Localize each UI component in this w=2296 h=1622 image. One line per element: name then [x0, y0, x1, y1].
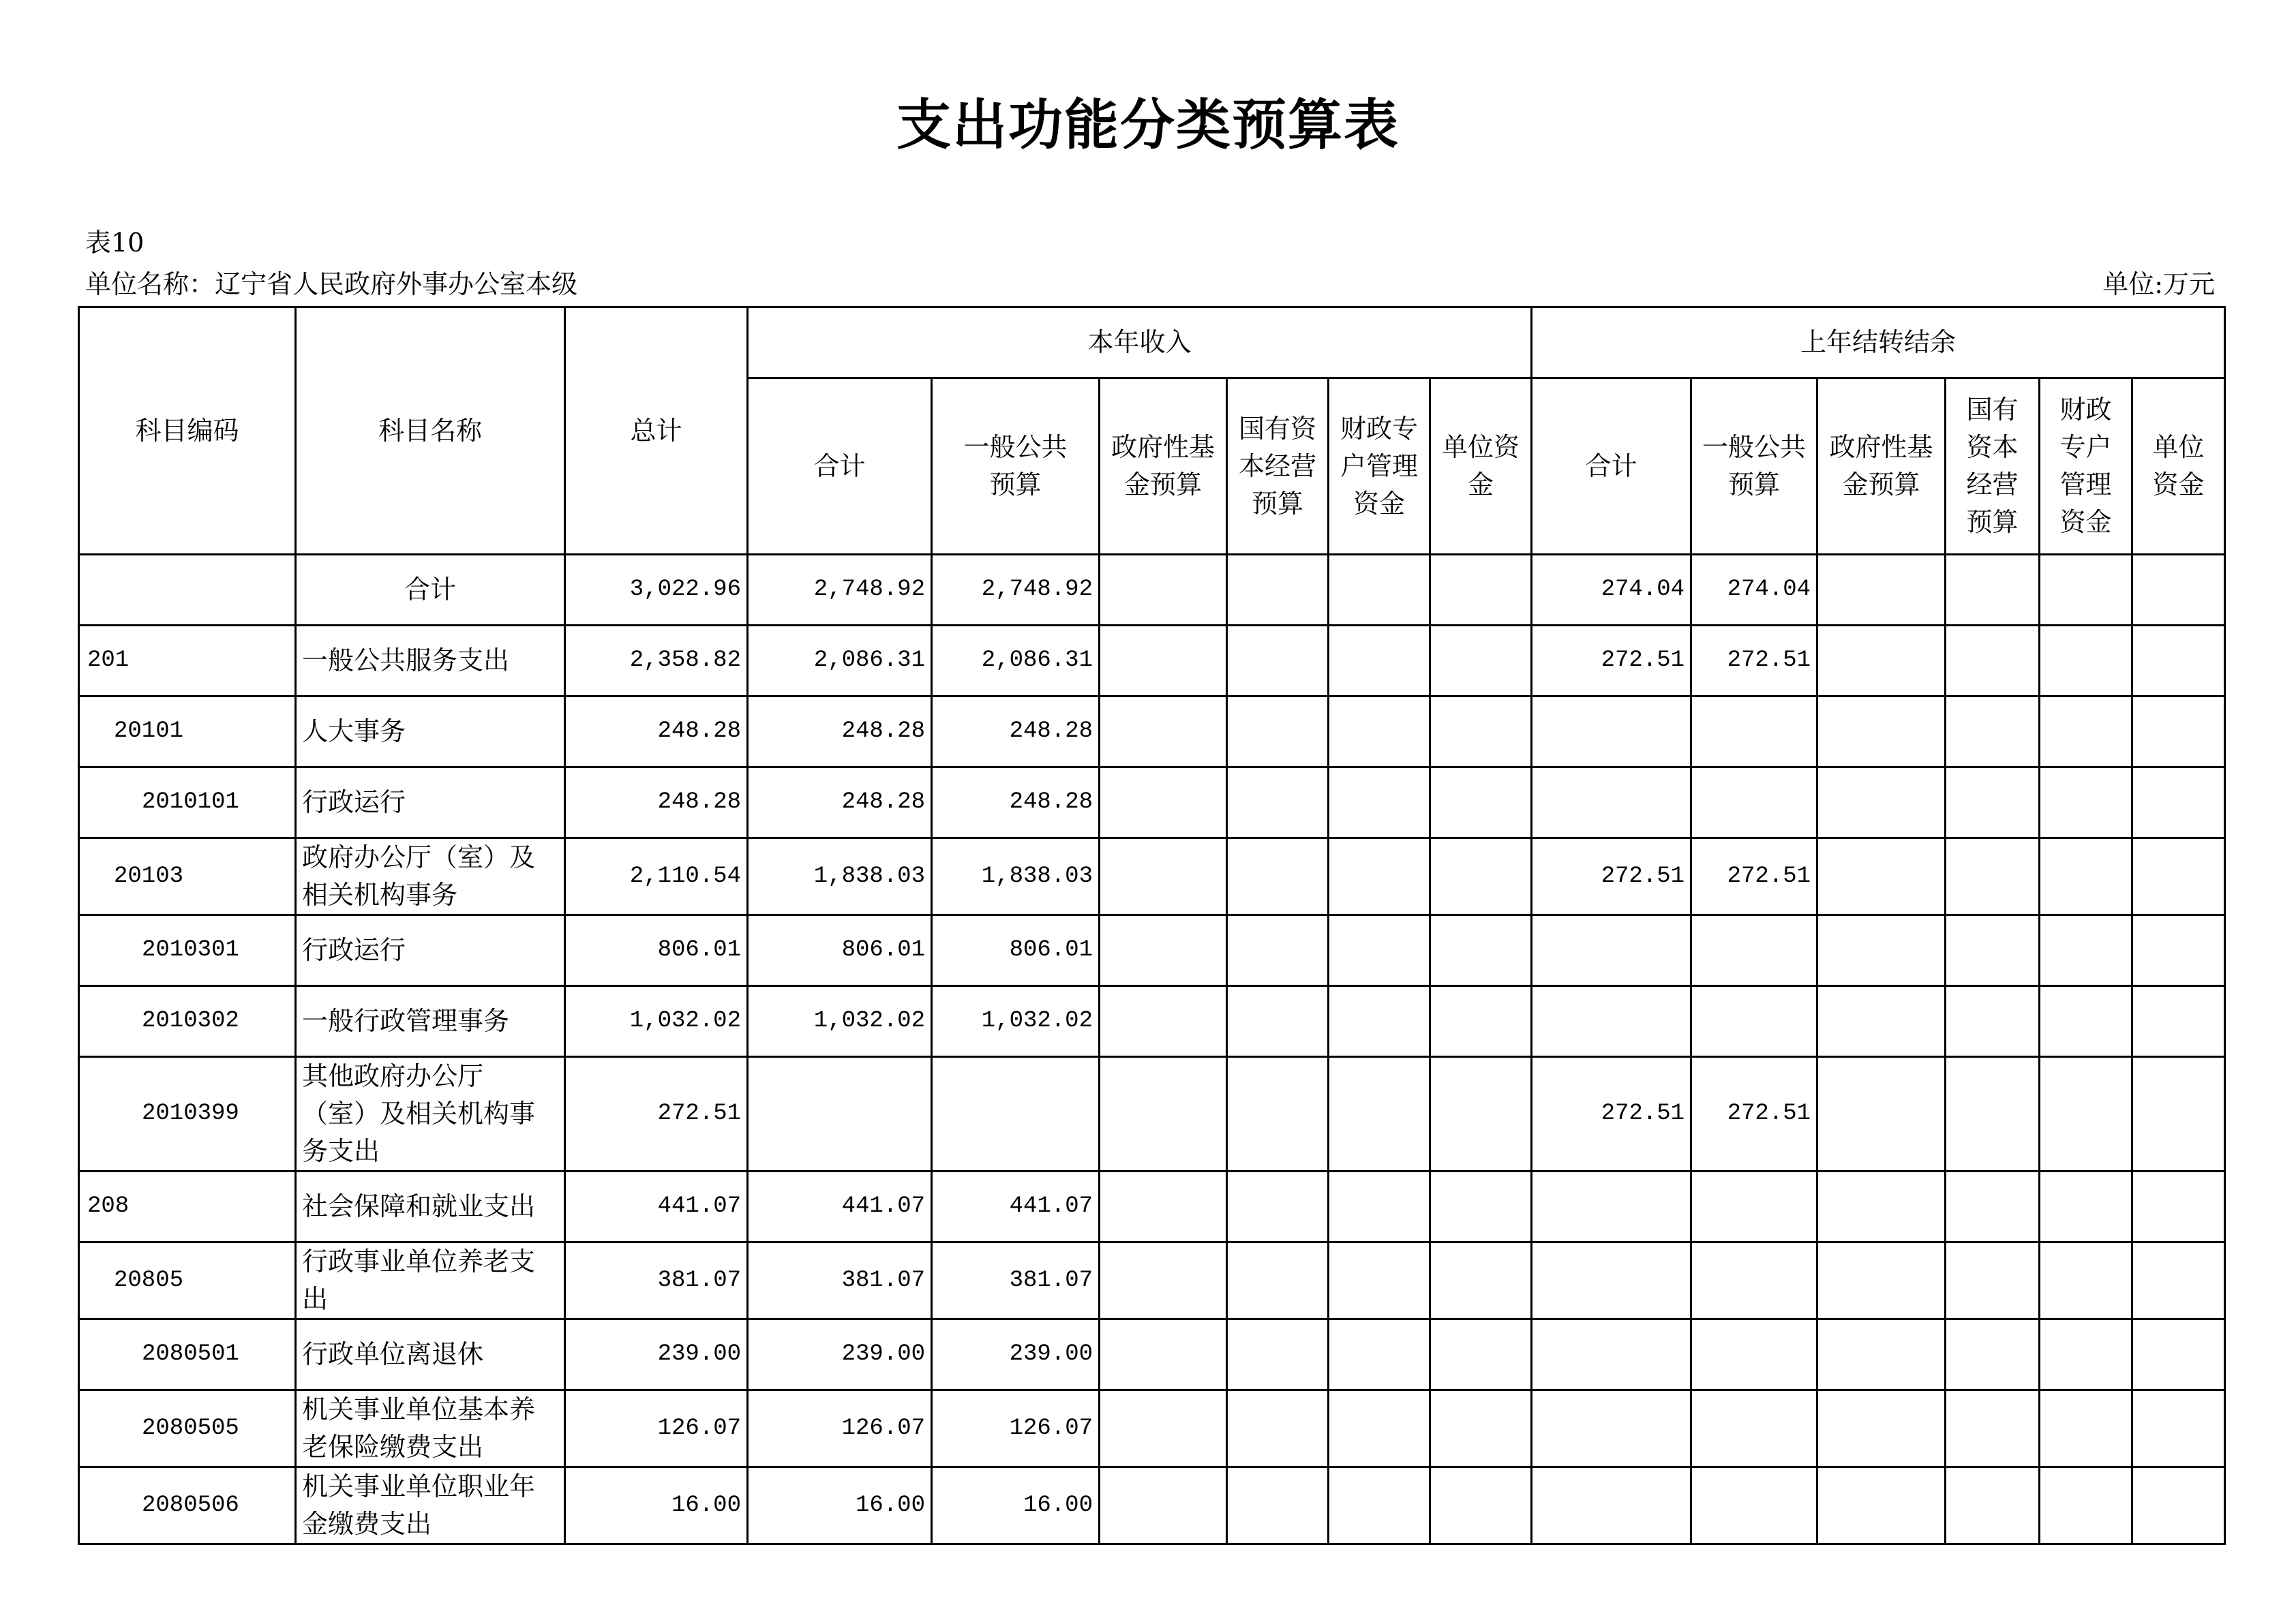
current-general-budget-cell: 806.01	[932, 915, 1100, 986]
name-cell	[296, 1057, 565, 1172]
carryover-special-account-cell	[2040, 1390, 2132, 1467]
carryover-special-account-cell	[2040, 626, 2132, 697]
carryover-total-cell	[1532, 1390, 1691, 1467]
carryover-total-cell: 272.51	[1532, 626, 1691, 697]
name-text: 其他政府办公厅（室）及相关机构事务支出	[302, 1061, 536, 1166]
currency-unit: 单位:万元	[2102, 269, 2215, 299]
total-cell: 126.07	[565, 1390, 748, 1467]
current-total-cell: 2,086.31	[748, 626, 932, 697]
current-unit-fund-cell	[1430, 1319, 1532, 1390]
table-row	[79, 915, 2225, 986]
header-carryover-general-budget-label: 一般公共预算	[1702, 432, 1807, 500]
current-general-budget-cell: 239.00	[932, 1319, 1100, 1390]
header-carryover-unit-fund	[2132, 378, 2225, 555]
header-current-state-capital	[1227, 378, 1329, 555]
table-row	[79, 767, 2225, 838]
carryover-fund-budget-cell	[1817, 1319, 1946, 1390]
total-cell: 2,110.54	[565, 838, 748, 915]
carryover-state-capital-cell	[1946, 1242, 2040, 1319]
carryover-total-cell	[1532, 915, 1691, 986]
code-cell: 2010302	[79, 986, 296, 1057]
current-total-cell: 1,838.03	[748, 838, 932, 915]
name-cell	[296, 986, 565, 1057]
carryover-unit-fund-cell	[2132, 1319, 2225, 1390]
carryover-state-capital-cell	[1946, 915, 2040, 986]
name-text: 一般行政管理事务	[302, 1006, 510, 1036]
carryover-general-budget-cell: 272.51	[1691, 838, 1817, 915]
current-state-capital-cell	[1227, 767, 1329, 838]
carryover-unit-fund-cell	[2132, 838, 2225, 915]
header-carryover-state-capital-label: 国有资本经营预算	[1966, 395, 2019, 537]
current-total-cell: 2,748.92	[748, 555, 932, 626]
table-row	[79, 1242, 2225, 1319]
code-cell: 2010301	[79, 915, 296, 986]
name-cell	[296, 697, 565, 767]
carryover-general-budget-cell	[1691, 1390, 1817, 1467]
carryover-special-account-cell	[2040, 1242, 2132, 1319]
current-special-account-cell	[1329, 1242, 1430, 1319]
current-general-budget-cell: 1,032.02	[932, 986, 1100, 1057]
total-cell: 272.51	[565, 1057, 748, 1172]
carryover-state-capital-cell	[1946, 1057, 2040, 1172]
current-total-cell: 441.07	[748, 1172, 932, 1242]
carryover-state-capital-cell	[1946, 838, 2040, 915]
carryover-unit-fund-cell	[2132, 1390, 2225, 1467]
carryover-fund-budget-cell	[1817, 697, 1946, 767]
current-unit-fund-cell	[1430, 1242, 1532, 1319]
budget-table	[78, 306, 2226, 1545]
table-row	[79, 1057, 2225, 1172]
carryover-total-cell	[1532, 1319, 1691, 1390]
current-special-account-cell	[1329, 555, 1430, 626]
header-carryover-special-account-label: 财政专户管理资金	[2059, 395, 2112, 537]
total-cell: 806.01	[565, 915, 748, 986]
current-state-capital-cell	[1227, 986, 1329, 1057]
header-current-unit-fund-label: 单位资金	[1442, 432, 1520, 500]
carryover-general-budget-cell	[1691, 915, 1817, 986]
carryover-fund-budget-cell	[1817, 838, 1946, 915]
header-current-fund-budget-label: 政府性基金预算	[1111, 432, 1215, 500]
current-state-capital-cell	[1227, 838, 1329, 915]
header-total	[565, 307, 748, 555]
current-state-capital-cell	[1227, 1467, 1329, 1544]
total-cell: 16.00	[565, 1467, 748, 1544]
header-carryover-state-capital	[1946, 378, 2040, 555]
current-special-account-cell	[1329, 838, 1430, 915]
carryover-state-capital-cell	[1946, 697, 2040, 767]
carryover-unit-fund-cell	[2132, 1057, 2225, 1172]
carryover-state-capital-cell	[1946, 555, 2040, 626]
carryover-special-account-cell	[2040, 1172, 2132, 1242]
table-row	[79, 1390, 2225, 1467]
name-cell	[296, 1390, 565, 1467]
name-text: 行政事业单位养老支出	[302, 1246, 536, 1314]
carryover-special-account-cell	[2040, 1467, 2132, 1544]
code-cell: 208	[79, 1172, 296, 1242]
current-unit-fund-cell	[1430, 915, 1532, 986]
carryover-unit-fund-cell	[2132, 1172, 2225, 1242]
current-general-budget-cell: 2,086.31	[932, 626, 1100, 697]
carryover-total-cell	[1532, 1467, 1691, 1544]
code-cell: 2080506	[79, 1467, 296, 1544]
current-state-capital-cell	[1227, 1057, 1329, 1172]
carryover-special-account-cell	[2040, 1057, 2132, 1172]
carryover-state-capital-cell	[1946, 986, 2040, 1057]
unit-name: 单位名称：辽宁省人民政府外事办公室本级	[85, 269, 578, 299]
carryover-general-budget-cell: 272.51	[1691, 626, 1817, 697]
total-cell: 441.07	[565, 1172, 748, 1242]
current-state-capital-cell	[1227, 1319, 1329, 1390]
name-cell	[296, 626, 565, 697]
header-current-year	[748, 307, 1532, 378]
carryover-state-capital-cell	[1946, 1467, 2040, 1544]
carryover-total-cell: 272.51	[1532, 838, 1691, 915]
name-text: 行政单位离退休	[302, 1339, 484, 1369]
carryover-fund-budget-cell	[1817, 1467, 1946, 1544]
budget-table-body	[79, 555, 2225, 1544]
name-cell	[296, 1319, 565, 1390]
total-cell: 248.28	[565, 697, 748, 767]
header-carryover-unit-fund-label: 单位资金	[2152, 432, 2205, 500]
current-special-account-cell	[1329, 915, 1430, 986]
header-current-year-label: 本年收入	[1087, 327, 1192, 357]
header-carryover-label: 上年结转结余	[1800, 327, 1957, 357]
current-special-account-cell	[1329, 1467, 1430, 1544]
header-name	[296, 307, 565, 555]
current-state-capital-cell	[1227, 626, 1329, 697]
carryover-state-capital-cell	[1946, 626, 2040, 697]
name-text: 行政运行	[302, 787, 406, 817]
table-row	[79, 1172, 2225, 1242]
current-fund-budget-cell	[1100, 697, 1227, 767]
carryover-fund-budget-cell	[1817, 915, 1946, 986]
current-special-account-cell	[1329, 1319, 1430, 1390]
code-cell: 20101	[79, 697, 296, 767]
total-row	[79, 555, 2225, 626]
carryover-unit-fund-cell	[2132, 915, 2225, 986]
current-total-cell: 1,032.02	[748, 986, 932, 1057]
total-cell: 2,358.82	[565, 626, 748, 697]
header-carryover-total-label: 合计	[1585, 450, 1637, 481]
current-fund-budget-cell	[1100, 555, 1227, 626]
carryover-general-budget-cell	[1691, 1319, 1817, 1390]
carryover-general-budget-cell	[1691, 1242, 1817, 1319]
current-fund-budget-cell	[1100, 1467, 1227, 1544]
current-fund-budget-cell	[1100, 767, 1227, 838]
carryover-fund-budget-cell	[1817, 626, 1946, 697]
carryover-general-budget-cell: 274.04	[1691, 555, 1817, 626]
carryover-general-budget-cell	[1691, 1172, 1817, 1242]
current-fund-budget-cell	[1100, 1242, 1227, 1319]
carryover-special-account-cell	[2040, 986, 2132, 1057]
carryover-special-account-cell	[2040, 767, 2132, 838]
table-row	[79, 1467, 2225, 1544]
current-state-capital-cell	[1227, 1242, 1329, 1319]
current-fund-budget-cell	[1100, 1057, 1227, 1172]
header-current-special-account	[1329, 378, 1430, 555]
table-number: 表10	[85, 228, 145, 258]
carryover-total-cell	[1532, 1172, 1691, 1242]
name-cell	[296, 1172, 565, 1242]
current-general-budget-cell: 381.07	[932, 1242, 1100, 1319]
carryover-general-budget-cell	[1691, 1467, 1817, 1544]
carryover-unit-fund-cell	[2132, 1467, 2225, 1544]
current-general-budget-cell: 248.28	[932, 697, 1100, 767]
current-unit-fund-cell	[1430, 838, 1532, 915]
current-special-account-cell	[1329, 767, 1430, 838]
header-name-label: 科目名称	[378, 415, 482, 446]
total-cell: 1,032.02	[565, 986, 748, 1057]
name-cell	[296, 838, 565, 915]
name-cell	[296, 1467, 565, 1544]
header-current-fund-budget	[1100, 378, 1227, 555]
carryover-total-cell	[1532, 767, 1691, 838]
current-special-account-cell	[1329, 986, 1430, 1057]
carryover-unit-fund-cell	[2132, 697, 2225, 767]
header-current-general-budget-label: 一般公共预算	[963, 432, 1068, 500]
current-special-account-cell	[1329, 1172, 1430, 1242]
current-general-budget-cell	[932, 1057, 1100, 1172]
current-general-budget-cell: 2,748.92	[932, 555, 1100, 626]
carryover-fund-budget-cell	[1817, 1390, 1946, 1467]
code-cell: 2010101	[79, 767, 296, 838]
current-total-cell: 16.00	[748, 1467, 932, 1544]
code-cell: 2010399	[79, 1057, 296, 1172]
current-fund-budget-cell	[1100, 1390, 1227, 1467]
carryover-general-budget-cell: 272.51	[1691, 1057, 1817, 1172]
total-cell: 239.00	[565, 1319, 748, 1390]
table-row	[79, 838, 2225, 915]
name-text: 一般公共服务支出	[302, 645, 510, 675]
header-current-total	[748, 378, 932, 555]
current-fund-budget-cell	[1100, 838, 1227, 915]
current-state-capital-cell	[1227, 915, 1329, 986]
carryover-general-budget-cell	[1691, 697, 1817, 767]
table-row	[79, 1319, 2225, 1390]
carryover-fund-budget-cell	[1817, 1242, 1946, 1319]
current-special-account-cell	[1329, 1390, 1430, 1467]
current-unit-fund-cell	[1430, 986, 1532, 1057]
name-text: 行政运行	[302, 935, 406, 965]
current-total-cell: 126.07	[748, 1390, 932, 1467]
current-total-cell: 248.28	[748, 697, 932, 767]
header-carryover-fund-budget-label: 政府性基金预算	[1829, 432, 1933, 500]
code-cell: 2080501	[79, 1319, 296, 1390]
current-special-account-cell	[1329, 626, 1430, 697]
carryover-fund-budget-cell	[1817, 555, 1946, 626]
current-unit-fund-cell	[1430, 697, 1532, 767]
table-row	[79, 626, 2225, 697]
current-fund-budget-cell	[1100, 915, 1227, 986]
code-cell: 2080505	[79, 1390, 296, 1467]
name-text: 人大事务	[302, 716, 406, 746]
current-total-cell: 381.07	[748, 1242, 932, 1319]
carryover-total-cell	[1532, 986, 1691, 1057]
carryover-special-account-cell	[2040, 915, 2132, 986]
header-carryover-general-budget	[1691, 378, 1817, 555]
current-fund-budget-cell	[1100, 1172, 1227, 1242]
carryover-unit-fund-cell	[2132, 1242, 2225, 1319]
header-row-group	[79, 307, 2225, 378]
carryover-state-capital-cell	[1946, 1319, 2040, 1390]
current-total-cell: 806.01	[748, 915, 932, 986]
total-cell: 3,022.96	[565, 555, 748, 626]
carryover-total-cell	[1532, 1242, 1691, 1319]
current-total-cell	[748, 1057, 932, 1172]
current-general-budget-cell: 248.28	[932, 767, 1100, 838]
current-unit-fund-cell	[1430, 1390, 1532, 1467]
name-cell	[296, 767, 565, 838]
header-code	[79, 307, 296, 555]
carryover-total-cell	[1532, 697, 1691, 767]
name-text: 政府办公厅（室）及相关机构事务	[302, 842, 536, 910]
carryover-general-budget-cell	[1691, 986, 1817, 1057]
carryover-special-account-cell	[2040, 555, 2132, 626]
header-current-state-capital-label: 国有资本经营预算	[1239, 413, 1317, 519]
carryover-special-account-cell	[2040, 838, 2132, 915]
name-text: 社会保障和就业支出	[302, 1191, 536, 1221]
carryover-state-capital-cell	[1946, 1172, 2040, 1242]
header-total-label: 总计	[630, 415, 682, 446]
table-row	[79, 697, 2225, 767]
carryover-unit-fund-cell	[2132, 555, 2225, 626]
current-special-account-cell	[1329, 1057, 1430, 1172]
current-unit-fund-cell	[1430, 1467, 1532, 1544]
carryover-fund-budget-cell	[1817, 986, 1946, 1057]
current-unit-fund-cell	[1430, 626, 1532, 697]
carryover-unit-fund-cell	[2132, 986, 2225, 1057]
page-title: 支出功能分类预算表	[896, 93, 1400, 157]
carryover-fund-budget-cell	[1817, 767, 1946, 838]
carryover-total-cell: 272.51	[1532, 1057, 1691, 1172]
name-cell	[296, 555, 565, 626]
header-carryover	[1532, 307, 2225, 378]
code-cell: 201	[79, 626, 296, 697]
header-current-unit-fund	[1430, 378, 1532, 555]
current-state-capital-cell	[1227, 1390, 1329, 1467]
current-state-capital-cell	[1227, 697, 1329, 767]
carryover-fund-budget-cell	[1817, 1172, 1946, 1242]
current-unit-fund-cell	[1430, 1172, 1532, 1242]
current-special-account-cell	[1329, 697, 1430, 767]
header-code-label: 科目编码	[135, 415, 239, 446]
current-unit-fund-cell	[1430, 555, 1532, 626]
current-fund-budget-cell	[1100, 626, 1227, 697]
header-current-special-account-label: 财政专户管理资金	[1340, 413, 1419, 519]
current-general-budget-cell: 16.00	[932, 1467, 1100, 1544]
carryover-special-account-cell	[2040, 697, 2132, 767]
current-general-budget-cell: 441.07	[932, 1172, 1100, 1242]
header-current-general-budget	[932, 378, 1100, 555]
current-unit-fund-cell	[1430, 767, 1532, 838]
current-unit-fund-cell	[1430, 1057, 1532, 1172]
code-cell	[79, 555, 296, 626]
current-general-budget-cell: 126.07	[932, 1390, 1100, 1467]
current-total-cell: 248.28	[748, 767, 932, 838]
carryover-state-capital-cell	[1946, 767, 2040, 838]
header-carryover-special-account	[2040, 378, 2132, 555]
header-current-total-label: 合计	[813, 450, 866, 481]
code-cell: 20103	[79, 838, 296, 915]
name-cell	[296, 1242, 565, 1319]
header-carryover-fund-budget	[1817, 378, 1946, 555]
carryover-unit-fund-cell	[2132, 626, 2225, 697]
carryover-state-capital-cell	[1946, 1390, 2040, 1467]
current-fund-budget-cell	[1100, 1319, 1227, 1390]
carryover-unit-fund-cell	[2132, 767, 2225, 838]
carryover-special-account-cell	[2040, 1319, 2132, 1390]
name-text: 机关事业单位基本养老保险缴费支出	[302, 1394, 536, 1462]
carryover-general-budget-cell	[1691, 767, 1817, 838]
carryover-total-cell: 274.04	[1532, 555, 1691, 626]
code-cell: 20805	[79, 1242, 296, 1319]
current-general-budget-cell: 1,838.03	[932, 838, 1100, 915]
current-total-cell: 239.00	[748, 1319, 932, 1390]
current-state-capital-cell	[1227, 1172, 1329, 1242]
current-state-capital-cell	[1227, 555, 1329, 626]
name-cell	[296, 915, 565, 986]
header-carryover-total	[1532, 378, 1691, 555]
name-text: 机关事业单位职业年金缴费支出	[302, 1471, 536, 1539]
current-fund-budget-cell	[1100, 986, 1227, 1057]
name-text: 合计	[404, 575, 456, 605]
total-cell: 381.07	[565, 1242, 748, 1319]
table-row	[79, 986, 2225, 1057]
carryover-fund-budget-cell	[1817, 1057, 1946, 1172]
total-cell: 248.28	[565, 767, 748, 838]
